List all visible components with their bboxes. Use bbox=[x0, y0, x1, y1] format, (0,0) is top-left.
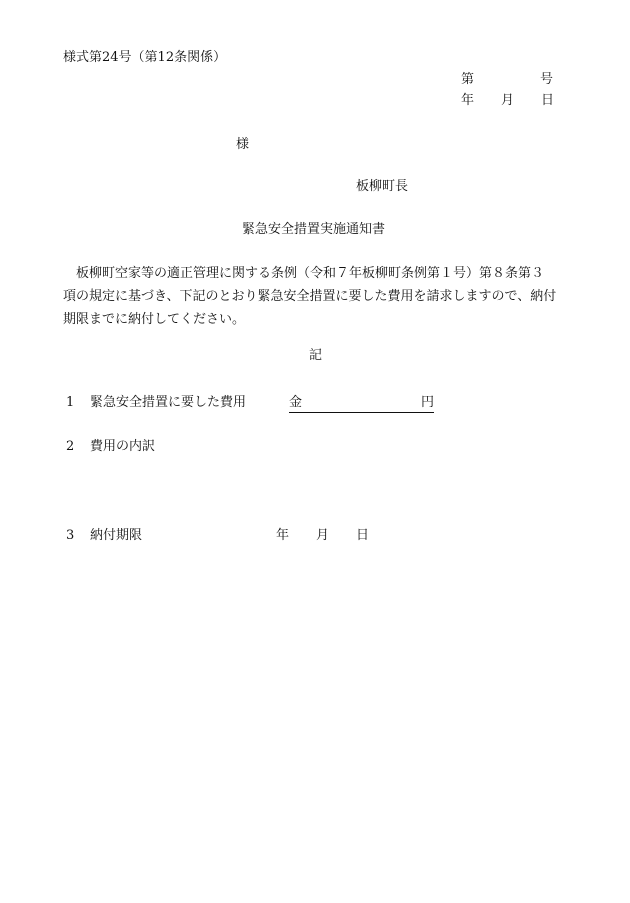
body-paragraph bbox=[63, 262, 583, 331]
ki-heading: 記 bbox=[309, 348, 323, 363]
item-label: 納付期限 bbox=[90, 528, 143, 543]
body-line: 板柳町空家等の適正管理に関する条例（令和７年板柳町条例第１号）第８条第３ bbox=[63, 266, 545, 281]
deadline-day: 日 bbox=[356, 528, 370, 543]
item-label: 緊急安全措置に要した費用 bbox=[90, 395, 247, 410]
date-month: 月 bbox=[501, 93, 515, 108]
body-line: 期限までに納付してください。 bbox=[63, 312, 246, 327]
amount-field bbox=[289, 395, 434, 413]
item-number: 3 bbox=[66, 528, 75, 543]
body-line: 項の規定に基づき、下記のとおり緊急安全措置に要した費用を請求しますので、納付 bbox=[63, 289, 557, 304]
amount-prefix: 金 bbox=[289, 395, 303, 410]
number-suffix: 号 bbox=[540, 72, 554, 87]
number-prefix: 第 bbox=[461, 72, 475, 87]
issuer-name: 板柳町長 bbox=[356, 179, 409, 194]
item-number: 1 bbox=[66, 395, 75, 410]
addressee-suffix: 様 bbox=[236, 137, 250, 152]
item-label: 費用の内訳 bbox=[90, 439, 156, 454]
document-title: 緊急安全措置実施通知書 bbox=[242, 222, 386, 237]
item-number: 2 bbox=[66, 439, 75, 454]
date-day: 日 bbox=[541, 93, 555, 108]
date-year: 年 bbox=[461, 93, 475, 108]
amount-suffix: 円 bbox=[420, 395, 434, 410]
deadline-year: 年 bbox=[276, 528, 290, 543]
deadline-month: 月 bbox=[316, 528, 330, 543]
form-label: 様式第24号（第12条関係） bbox=[63, 50, 227, 65]
